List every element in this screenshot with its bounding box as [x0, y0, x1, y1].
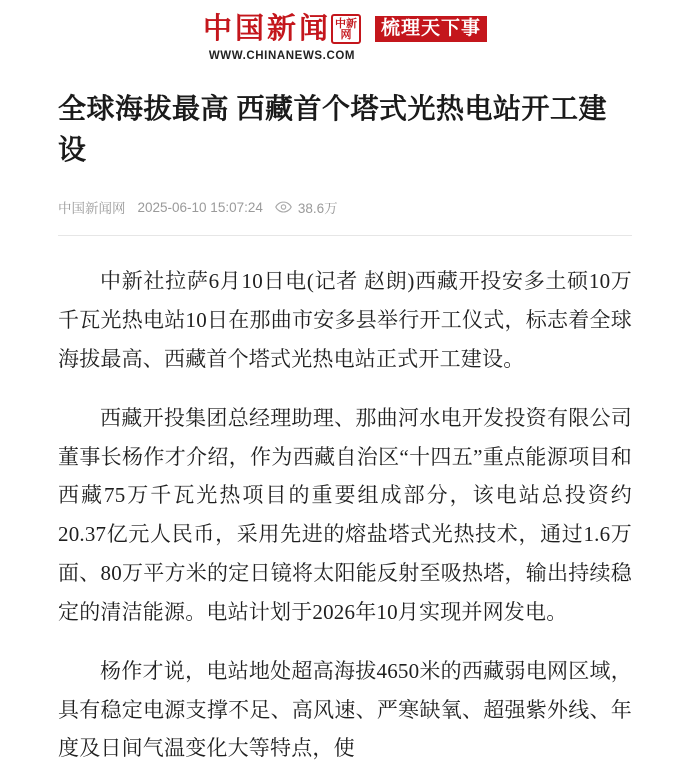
view-count: 38.6万 [297, 201, 338, 217]
logo-characters [203, 14, 361, 44]
site-url: WWW.CHINANEWS.COM [208, 50, 356, 62]
view-count-group [275, 197, 338, 217]
site-slogan: 梳理天下事 [375, 16, 487, 42]
article-timestamp: 2025-06-10 15:07:24 [137, 199, 263, 215]
article-paragraph: 中新社拉萨6月10日电(记者 赵朗)西藏开投安多土硕10万千瓦光热电站10日在那曲市安多县举行开工仪式，标志着全球海拔最高、西藏首个塔式光热电站正式开工建设。 [58, 269, 632, 371]
article-container [0, 90, 690, 768]
logo-badge-icon [331, 14, 361, 44]
logo-badge-line-1: 中新 [335, 18, 358, 30]
article-source: 中国新闻网 [58, 201, 126, 217]
logo-char-4: 闻 [299, 12, 329, 45]
logo-char-1: 中 [202, 12, 232, 45]
article-paragraph: 西藏开投集团总经理助理、那曲河水电开发投资有限公司董事长杨作才介绍，作为西藏自治区“十四五”重点能源项目和西藏75万千瓦光热项目的重要组成部分，该电站总投资约20.37亿元人民币，采用先进的熔盐塔式光热技术，通过1.6万面、80万平方米的定日镜将太阳能反射至吸热塔，输出持续稳定的清洁能源。电站计划于2026年10月实现并网发电。 [58, 405, 632, 624]
logo-slogan-wrap [375, 14, 487, 42]
eye-icon [275, 201, 292, 213]
logo-char-3: 新 [266, 12, 296, 45]
article-body [58, 262, 632, 768]
article-meta [58, 197, 632, 236]
logo-primary [203, 14, 361, 62]
logo-char-2: 国 [234, 12, 264, 45]
page-title: 全球海拔最高 西藏首个塔式光热电站开工建设 [58, 94, 608, 166]
logo-badge-line-2: 网 [340, 29, 352, 41]
article-paragraph: 杨作才说，电站地处超高海拔4650米的西藏弱电网区域，具有稳定电源支撑不足、高风速、严寒缺氧、超强紫外线、年度及日间气温变化大等特点，使 [58, 658, 632, 761]
site-logo[interactable] [203, 14, 487, 62]
site-masthead [0, 0, 690, 72]
